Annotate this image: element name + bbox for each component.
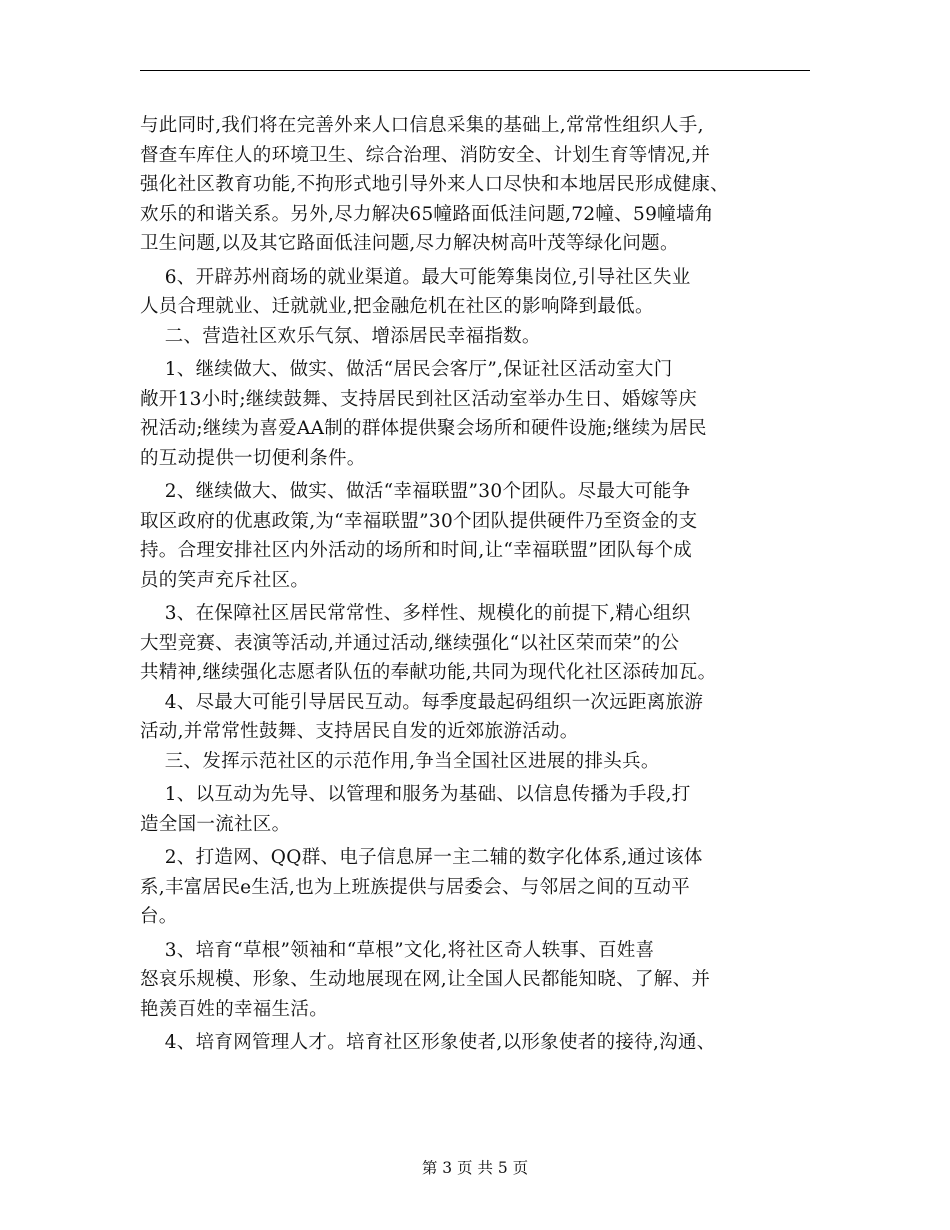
text-line: 卫生问题,以及其它路面低洼问题,尽力解决树高叶茂等绿化问题。 (140, 233, 679, 254)
text-line: 大型竞赛、表演等活动,并通过活动,继续强化“以社区荣而荣”的公 (140, 632, 680, 654)
text-line: 2、打造网、QQ群、电子信息屏一主二辅的数字化体系,通过该体 (140, 847, 703, 868)
text-line: 3、培育“草根”领袖和“草根”文化,将社区奇人轶事、百姓喜 (140, 939, 655, 961)
text-line: 欢乐的和谐关系。另外,尽力解决65幢路面低洼问题,72幢、59幢墙角 (140, 203, 714, 225)
text-line: 台。 (140, 906, 178, 927)
text-line: 二、营造社区欢乐气氛、增添居民幸福指数。 (140, 325, 541, 347)
text-line: 人员合理就业、迁就就业,把金融危机在社区的影响降到最低。 (140, 296, 654, 317)
page-number: 第 3 页 共 5 页 (421, 1159, 529, 1177)
text-line: 敞开13小时;继续鼓舞、支持居民到社区活动室举办生日、婚嫁等庆 (140, 388, 698, 410)
text-line: 持。合理安排社区内外活动的场所和时间,让“幸福联盟”团队每个成 (140, 540, 693, 561)
text-line: 造全国一流社区。 (140, 813, 291, 835)
text-line: 三、发挥示范社区的示范作用,争当全国社区进展的排头兵。 (140, 750, 660, 772)
text-line: 取区政府的优惠政策,为“幸福联盟”30个团队提供硬件乃至资金的支 (140, 510, 698, 532)
text-line: 2、继续做大、做实、做活“幸福联盟”30个团队。尽最大可能争 (140, 481, 691, 502)
text-line: 祝活动;继续为喜爱AA制的群体提供聚会场所和硬件设施;继续为居民 (140, 418, 707, 439)
text-line: 强化社区教育功能,不拘形式地引导外来人口尽快和本地居民形成健康、 (140, 174, 729, 195)
text-line: 共精神,继续强化志愿者队伍的奉献功能,共同为现代化社区添砖加瓦。 (140, 662, 717, 683)
text-line: 4、尽最大可能引导居民互动。每季度最起码组织一次远距离旅游 (140, 691, 704, 713)
text-line: 1、以互动为先导、以管理和服务为基础、以信息传播为手段,打 (140, 784, 691, 805)
text-line: 1、继续做大、做实、做活“居民会客厅”,保证社区活动室大门 (140, 359, 673, 380)
text-line: 的互动提供一切便利条件。 (140, 447, 366, 469)
text-line: 督查车库住人的环境卫生、综合治理、消防安全、计划生育等情况,并 (140, 144, 711, 166)
text-line: 活动,并常常性鼓舞、支持居民自发的近郊旅游活动。 (140, 721, 579, 742)
text-line: 6、开辟苏州商场的就业渠道。最大可能筹集岗位,引导社区失业 (140, 266, 691, 288)
body-text (140, 111, 830, 1058)
text-line: 4、培育网管理人才。培育社区形象使者,以形象使者的接待,沟通、 (140, 1032, 716, 1053)
text-line: 艳羡百姓的幸福生活。 (140, 998, 329, 1020)
text-line: 3、在保障社区居民常常性、多样性、规模化的前提下,精心组织 (140, 603, 691, 624)
text-line: 与此同时,我们将在完善外来人口信息采集的基础上,常常性组织人手, (140, 115, 704, 136)
header-rule (140, 70, 810, 71)
text-line: 怒哀乐规模、形象、生动地展现在网,让全国人民都能知晓、了解、并 (140, 969, 711, 990)
text-line: 员的笑声充斥社区。 (140, 569, 310, 591)
text-line: 系,丰富居民e生活,也为上班族提供与居委会、与邻居之间的互动平 (140, 876, 691, 898)
